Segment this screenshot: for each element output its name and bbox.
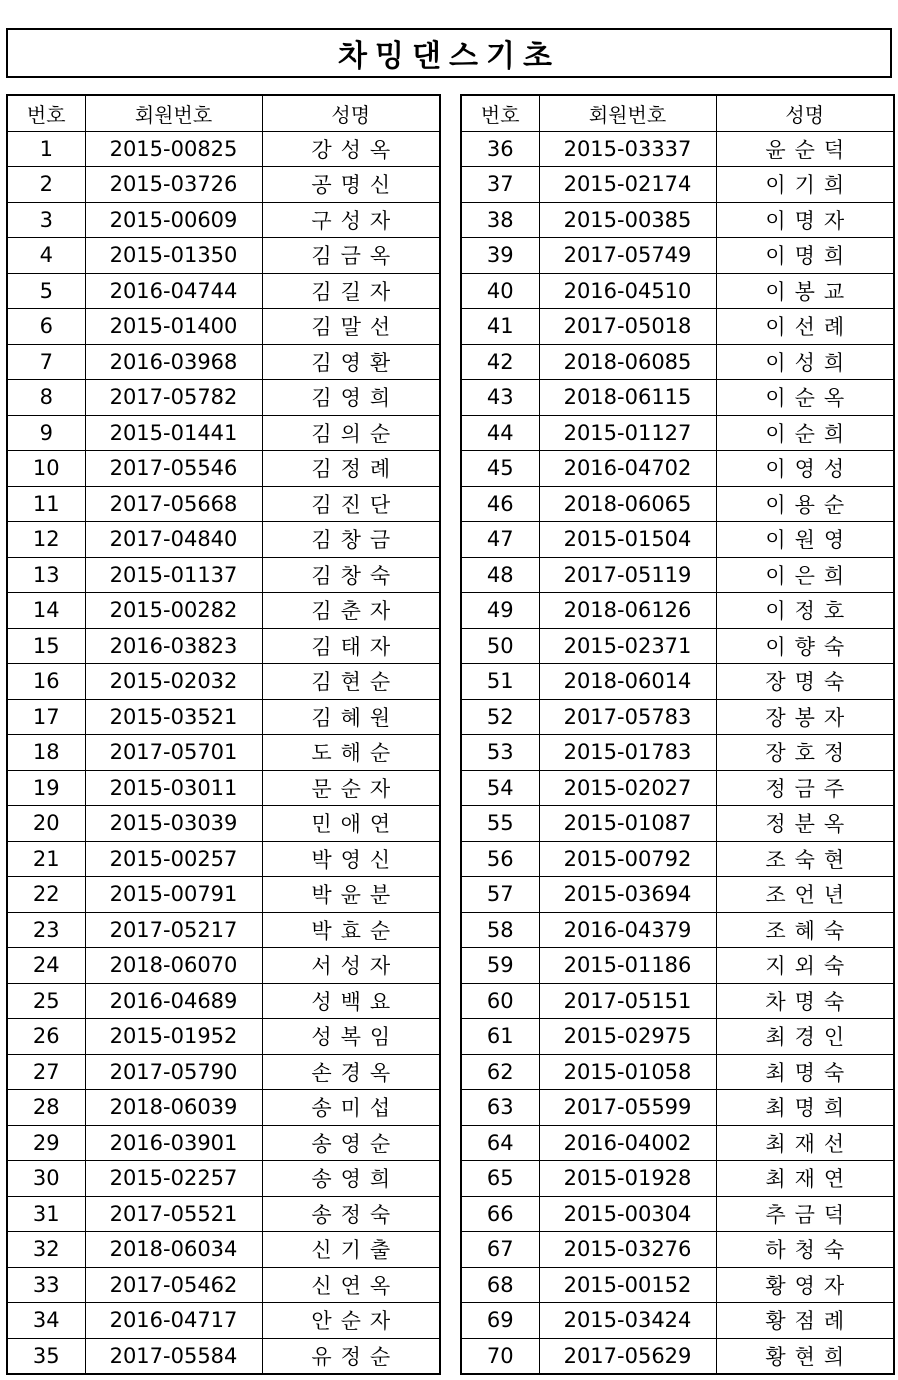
cell-number: 9 xyxy=(7,415,85,451)
cell-name: 박윤분 xyxy=(262,877,440,913)
cell-number: 61 xyxy=(461,1019,539,1055)
cell-name: 황영자 xyxy=(716,1267,894,1303)
cell-member-id: 2015-02975 xyxy=(539,1019,716,1055)
cell-name: 김태자 xyxy=(262,628,440,664)
page-title: 차밍댄스기초 xyxy=(338,39,560,74)
cell-member-id: 2015-00282 xyxy=(85,593,262,629)
cell-number: 63 xyxy=(461,1090,539,1126)
cell-member-id: 2017-05151 xyxy=(539,983,716,1019)
cell-number: 22 xyxy=(7,877,85,913)
cell-member-id: 2016-04002 xyxy=(539,1125,716,1161)
table-row xyxy=(461,415,894,451)
cell-number: 43 xyxy=(461,380,539,416)
cell-name: 이영성 xyxy=(716,451,894,487)
cell-number: 44 xyxy=(461,415,539,451)
cell-number: 15 xyxy=(7,628,85,664)
cell-name: 이순옥 xyxy=(716,380,894,416)
cell-name: 이봉교 xyxy=(716,273,894,309)
cell-name: 강성옥 xyxy=(262,131,440,167)
cell-number: 7 xyxy=(7,344,85,380)
table-row xyxy=(7,309,440,345)
cell-name: 최재선 xyxy=(716,1125,894,1161)
cell-member-id: 2017-05217 xyxy=(85,912,262,948)
cell-number: 39 xyxy=(461,238,539,274)
cell-name: 김말선 xyxy=(262,309,440,345)
cell-number: 54 xyxy=(461,770,539,806)
table-row xyxy=(461,344,894,380)
cell-member-id: 2015-02371 xyxy=(539,628,716,664)
cell-number: 42 xyxy=(461,344,539,380)
cell-member-id: 2016-03901 xyxy=(85,1125,262,1161)
cell-number: 38 xyxy=(461,202,539,238)
table-row xyxy=(461,1267,894,1303)
cell-name: 윤순덕 xyxy=(716,131,894,167)
cell-name: 최명희 xyxy=(716,1090,894,1126)
cell-number: 66 xyxy=(461,1196,539,1232)
cell-member-id: 2017-05462 xyxy=(85,1267,262,1303)
cell-number: 53 xyxy=(461,735,539,771)
cell-name: 최명숙 xyxy=(716,1054,894,1090)
cell-member-id: 2017-05790 xyxy=(85,1054,262,1090)
cell-member-id: 2018-06065 xyxy=(539,486,716,522)
cell-number: 57 xyxy=(461,877,539,913)
table-row xyxy=(7,699,440,735)
table-row xyxy=(461,699,894,735)
cell-name: 김영희 xyxy=(262,380,440,416)
header-name: 성명 xyxy=(262,95,440,131)
header-number: 번호 xyxy=(7,95,85,131)
cell-member-id: 2016-04717 xyxy=(85,1303,262,1339)
table-row xyxy=(461,983,894,1019)
header-number: 번호 xyxy=(461,95,539,131)
cell-member-id: 2018-06126 xyxy=(539,593,716,629)
cell-member-id: 2017-05629 xyxy=(539,1338,716,1374)
table-row xyxy=(7,1161,440,1197)
cell-name: 황점례 xyxy=(716,1303,894,1339)
cell-name: 장봉자 xyxy=(716,699,894,735)
table-row xyxy=(7,664,440,700)
cell-member-id: 2015-03039 xyxy=(85,806,262,842)
cell-name: 김영환 xyxy=(262,344,440,380)
cell-name: 박효순 xyxy=(262,912,440,948)
cell-number: 26 xyxy=(7,1019,85,1055)
table-row xyxy=(7,486,440,522)
cell-name: 김창금 xyxy=(262,522,440,558)
cell-name: 김금옥 xyxy=(262,238,440,274)
cell-number: 51 xyxy=(461,664,539,700)
cell-number: 30 xyxy=(7,1161,85,1197)
cell-member-id: 2016-04510 xyxy=(539,273,716,309)
cell-member-id: 2018-06014 xyxy=(539,664,716,700)
cell-name: 조언년 xyxy=(716,877,894,913)
table-row xyxy=(461,1125,894,1161)
cell-number: 56 xyxy=(461,841,539,877)
cell-name: 이명자 xyxy=(716,202,894,238)
table-row xyxy=(7,238,440,274)
cell-number: 70 xyxy=(461,1338,539,1374)
cell-number: 62 xyxy=(461,1054,539,1090)
cell-member-id: 2017-05701 xyxy=(85,735,262,771)
cell-name: 황현희 xyxy=(716,1338,894,1374)
cell-member-id: 2017-05521 xyxy=(85,1196,262,1232)
cell-name: 도해순 xyxy=(262,735,440,771)
cell-member-id: 2015-01928 xyxy=(539,1161,716,1197)
cell-member-id: 2018-06085 xyxy=(539,344,716,380)
cell-name: 김정례 xyxy=(262,451,440,487)
cell-name: 조혜숙 xyxy=(716,912,894,948)
cell-member-id: 2015-01137 xyxy=(85,557,262,593)
table-row xyxy=(461,1054,894,1090)
roster-table-right xyxy=(460,94,895,1375)
cell-number: 65 xyxy=(461,1161,539,1197)
cell-number: 50 xyxy=(461,628,539,664)
cell-member-id: 2017-05749 xyxy=(539,238,716,274)
cell-name: 공명신 xyxy=(262,167,440,203)
cell-name: 장명숙 xyxy=(716,664,894,700)
cell-number: 16 xyxy=(7,664,85,700)
table-row xyxy=(461,1019,894,1055)
table-row xyxy=(461,1196,894,1232)
cell-name: 성복임 xyxy=(262,1019,440,1055)
cell-name: 김의순 xyxy=(262,415,440,451)
cell-number: 52 xyxy=(461,699,539,735)
cell-member-id: 2015-01952 xyxy=(85,1019,262,1055)
table-row xyxy=(7,593,440,629)
cell-number: 13 xyxy=(7,557,85,593)
cell-member-id: 2016-03823 xyxy=(85,628,262,664)
cell-number: 47 xyxy=(461,522,539,558)
cell-number: 8 xyxy=(7,380,85,416)
cell-number: 35 xyxy=(7,1338,85,1374)
cell-number: 24 xyxy=(7,948,85,984)
cell-name: 조숙현 xyxy=(716,841,894,877)
cell-member-id: 2015-03521 xyxy=(85,699,262,735)
cell-name: 이선례 xyxy=(716,309,894,345)
table-row xyxy=(461,486,894,522)
table-row xyxy=(7,1303,440,1339)
cell-member-id: 2015-00257 xyxy=(85,841,262,877)
cell-number: 28 xyxy=(7,1090,85,1126)
cell-number: 69 xyxy=(461,1303,539,1339)
table-row xyxy=(461,522,894,558)
cell-name: 성백요 xyxy=(262,983,440,1019)
cell-number: 32 xyxy=(7,1232,85,1268)
table-row xyxy=(461,948,894,984)
cell-name: 김길자 xyxy=(262,273,440,309)
cell-number: 37 xyxy=(461,167,539,203)
table-row xyxy=(7,628,440,664)
cell-member-id: 2018-06034 xyxy=(85,1232,262,1268)
cell-member-id: 2015-00791 xyxy=(85,877,262,913)
cell-number: 36 xyxy=(461,131,539,167)
cell-number: 20 xyxy=(7,806,85,842)
table-row xyxy=(7,557,440,593)
header-name: 성명 xyxy=(716,95,894,131)
cell-member-id: 2018-06070 xyxy=(85,948,262,984)
table-row xyxy=(461,167,894,203)
table-row xyxy=(7,735,440,771)
table-row xyxy=(7,1019,440,1055)
cell-member-id: 2015-00304 xyxy=(539,1196,716,1232)
cell-name: 송영순 xyxy=(262,1125,440,1161)
cell-member-id: 2018-06115 xyxy=(539,380,716,416)
cell-number: 23 xyxy=(7,912,85,948)
table-row xyxy=(7,877,440,913)
cell-number: 1 xyxy=(7,131,85,167)
table-row xyxy=(7,131,440,167)
table-row xyxy=(461,735,894,771)
cell-number: 48 xyxy=(461,557,539,593)
cell-member-id: 2017-05584 xyxy=(85,1338,262,1374)
cell-number: 40 xyxy=(461,273,539,309)
table-row xyxy=(7,380,440,416)
cell-name: 김춘자 xyxy=(262,593,440,629)
table-row xyxy=(461,273,894,309)
cell-number: 34 xyxy=(7,1303,85,1339)
table-row xyxy=(461,1161,894,1197)
cell-member-id: 2017-05668 xyxy=(85,486,262,522)
table-row xyxy=(461,238,894,274)
cell-name: 이순희 xyxy=(716,415,894,451)
cell-member-id: 2015-02257 xyxy=(85,1161,262,1197)
cell-member-id: 2016-04379 xyxy=(539,912,716,948)
cell-number: 45 xyxy=(461,451,539,487)
cell-member-id: 2016-03968 xyxy=(85,344,262,380)
table-row xyxy=(461,451,894,487)
cell-name: 추금덕 xyxy=(716,1196,894,1232)
table-row xyxy=(461,664,894,700)
cell-member-id: 2017-05119 xyxy=(539,557,716,593)
cell-number: 11 xyxy=(7,486,85,522)
cell-number: 68 xyxy=(461,1267,539,1303)
cell-number: 59 xyxy=(461,948,539,984)
table-row xyxy=(7,415,440,451)
cell-number: 10 xyxy=(7,451,85,487)
cell-name: 차명숙 xyxy=(716,983,894,1019)
roster-table-left xyxy=(6,94,441,1375)
cell-number: 3 xyxy=(7,202,85,238)
cell-member-id: 2015-03276 xyxy=(539,1232,716,1268)
table-row xyxy=(461,770,894,806)
cell-name: 민애연 xyxy=(262,806,440,842)
table-row xyxy=(7,344,440,380)
cell-number: 49 xyxy=(461,593,539,629)
cell-member-id: 2017-05546 xyxy=(85,451,262,487)
table-row xyxy=(7,912,440,948)
table-row xyxy=(461,841,894,877)
cell-name: 송정숙 xyxy=(262,1196,440,1232)
cell-name: 정금주 xyxy=(716,770,894,806)
table-row xyxy=(7,770,440,806)
table-row xyxy=(461,806,894,842)
cell-name: 안순자 xyxy=(262,1303,440,1339)
cell-number: 19 xyxy=(7,770,85,806)
cell-number: 58 xyxy=(461,912,539,948)
cell-name: 김혜원 xyxy=(262,699,440,735)
cell-name: 하청숙 xyxy=(716,1232,894,1268)
cell-name: 최재연 xyxy=(716,1161,894,1197)
cell-name: 구성자 xyxy=(262,202,440,238)
cell-name: 서성자 xyxy=(262,948,440,984)
cell-number: 6 xyxy=(7,309,85,345)
table-row xyxy=(461,131,894,167)
cell-member-id: 2015-01441 xyxy=(85,415,262,451)
cell-member-id: 2015-00385 xyxy=(539,202,716,238)
cell-member-id: 2016-04744 xyxy=(85,273,262,309)
table-row xyxy=(7,1090,440,1126)
cell-member-id: 2015-02027 xyxy=(539,770,716,806)
table-row xyxy=(461,309,894,345)
cell-name: 이기희 xyxy=(716,167,894,203)
table-row xyxy=(7,1125,440,1161)
cell-member-id: 2015-01058 xyxy=(539,1054,716,1090)
header-row xyxy=(7,95,440,131)
cell-number: 64 xyxy=(461,1125,539,1161)
table-row xyxy=(461,380,894,416)
header-member-id: 회원번호 xyxy=(85,95,262,131)
cell-number: 46 xyxy=(461,486,539,522)
cell-member-id: 2017-05783 xyxy=(539,699,716,735)
cell-number: 2 xyxy=(7,167,85,203)
cell-member-id: 2017-05018 xyxy=(539,309,716,345)
table-row xyxy=(461,877,894,913)
table-row xyxy=(7,1054,440,1090)
table-row xyxy=(461,557,894,593)
cell-name: 김진단 xyxy=(262,486,440,522)
cell-member-id: 2015-01783 xyxy=(539,735,716,771)
cell-name: 이은희 xyxy=(716,557,894,593)
cell-member-id: 2015-02174 xyxy=(539,167,716,203)
cell-member-id: 2015-01127 xyxy=(539,415,716,451)
cell-name: 이원영 xyxy=(716,522,894,558)
table-row xyxy=(461,1090,894,1126)
table-row xyxy=(461,1338,894,1374)
cell-name: 유정순 xyxy=(262,1338,440,1374)
cell-name: 지외숙 xyxy=(716,948,894,984)
cell-member-id: 2015-01504 xyxy=(539,522,716,558)
cell-member-id: 2015-02032 xyxy=(85,664,262,700)
table-row xyxy=(461,202,894,238)
cell-member-id: 2017-05599 xyxy=(539,1090,716,1126)
cell-name: 신연옥 xyxy=(262,1267,440,1303)
cell-number: 21 xyxy=(7,841,85,877)
cell-number: 12 xyxy=(7,522,85,558)
cell-member-id: 2015-00825 xyxy=(85,131,262,167)
cell-name: 김창숙 xyxy=(262,557,440,593)
cell-member-id: 2015-00792 xyxy=(539,841,716,877)
table-row xyxy=(461,1303,894,1339)
cell-name: 송미섭 xyxy=(262,1090,440,1126)
cell-name: 이명희 xyxy=(716,238,894,274)
cell-member-id: 2016-04689 xyxy=(85,983,262,1019)
table-row xyxy=(461,628,894,664)
cell-member-id: 2015-01087 xyxy=(539,806,716,842)
cell-member-id: 2015-03726 xyxy=(85,167,262,203)
title-box xyxy=(6,28,892,78)
cell-member-id: 2015-00152 xyxy=(539,1267,716,1303)
cell-member-id: 2017-05782 xyxy=(85,380,262,416)
table-row xyxy=(461,593,894,629)
cell-member-id: 2017-04840 xyxy=(85,522,262,558)
cell-number: 67 xyxy=(461,1232,539,1268)
cell-number: 25 xyxy=(7,983,85,1019)
table-row xyxy=(7,1196,440,1232)
cell-member-id: 2015-03337 xyxy=(539,131,716,167)
cell-number: 17 xyxy=(7,699,85,735)
table-row xyxy=(7,167,440,203)
cell-member-id: 2015-01350 xyxy=(85,238,262,274)
cell-member-id: 2015-03011 xyxy=(85,770,262,806)
cell-member-id: 2015-03424 xyxy=(539,1303,716,1339)
cell-member-id: 2015-01186 xyxy=(539,948,716,984)
cell-name: 이향숙 xyxy=(716,628,894,664)
header-row xyxy=(461,95,894,131)
cell-number: 55 xyxy=(461,806,539,842)
table-row xyxy=(7,983,440,1019)
header-member-id: 회원번호 xyxy=(539,95,716,131)
cell-number: 27 xyxy=(7,1054,85,1090)
cell-member-id: 2018-06039 xyxy=(85,1090,262,1126)
cell-name: 이정호 xyxy=(716,593,894,629)
table-row xyxy=(7,841,440,877)
table-row xyxy=(461,912,894,948)
table-row xyxy=(7,522,440,558)
cell-number: 60 xyxy=(461,983,539,1019)
table-row xyxy=(7,451,440,487)
table-row xyxy=(7,1267,440,1303)
cell-name: 장호정 xyxy=(716,735,894,771)
cell-number: 4 xyxy=(7,238,85,274)
table-row xyxy=(7,806,440,842)
cell-number: 41 xyxy=(461,309,539,345)
cell-number: 31 xyxy=(7,1196,85,1232)
cell-number: 5 xyxy=(7,273,85,309)
cell-member-id: 2015-03694 xyxy=(539,877,716,913)
cell-name: 최경인 xyxy=(716,1019,894,1055)
cell-name: 이용순 xyxy=(716,486,894,522)
cell-number: 29 xyxy=(7,1125,85,1161)
cell-member-id: 2016-04702 xyxy=(539,451,716,487)
table-row xyxy=(7,1232,440,1268)
cell-name: 신기출 xyxy=(262,1232,440,1268)
cell-name: 정분옥 xyxy=(716,806,894,842)
table-row xyxy=(7,1338,440,1374)
cell-number: 14 xyxy=(7,593,85,629)
table-row xyxy=(7,948,440,984)
cell-name: 박영신 xyxy=(262,841,440,877)
cell-name: 손경옥 xyxy=(262,1054,440,1090)
cell-name: 송영희 xyxy=(262,1161,440,1197)
cell-number: 33 xyxy=(7,1267,85,1303)
cell-member-id: 2015-00609 xyxy=(85,202,262,238)
cell-name: 이성희 xyxy=(716,344,894,380)
table-row xyxy=(7,273,440,309)
table-row xyxy=(461,1232,894,1268)
cell-number: 18 xyxy=(7,735,85,771)
cell-name: 문순자 xyxy=(262,770,440,806)
cell-member-id: 2015-01400 xyxy=(85,309,262,345)
cell-name: 김현순 xyxy=(262,664,440,700)
table-row xyxy=(7,202,440,238)
